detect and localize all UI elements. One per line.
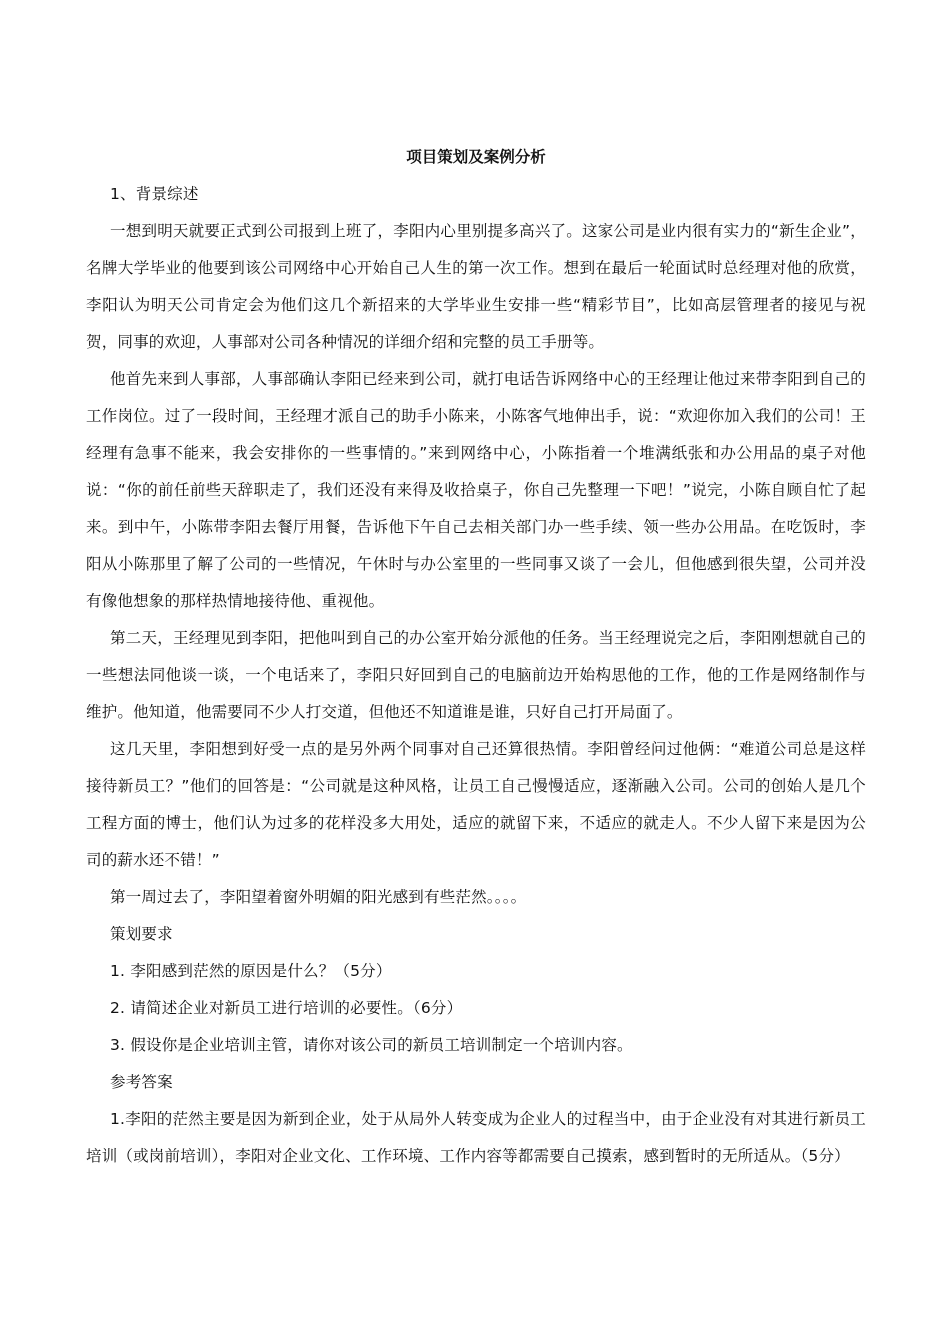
document-body [86, 140, 866, 1175]
section-heading-background: 1、背景综述 [110, 185, 199, 203]
paragraph-second-day: 第二天，王经理见到李阳，把他叫到自己的办公室开始分派他的任务。当王经理说完之后，李阳刚想就自己的一些想法同他谈一谈，一个电话来了，李阳只好回到自己的电脑前边开始构思他的工作，他的工作是网络制作与维护。他知道，他需要同不少人打交道，但他还不知道谁是谁，只好自己打开局面了。 [86, 629, 866, 721]
answer-1: 1.李阳的茫然主要是因为新到企业，处于从局外人转变成为企业人的过程当中，由于企业没有对其进行新员工培训（或岗前培训），李阳对企业文化、工作环境、工作内容等都需要自己摸索，感到暂时的无所适从。（5分） [86, 1110, 866, 1165]
paragraph-colleagues: 这几天里，李阳想到好受一点的是另外两个同事对自己还算很热情。李阳曾经问过他俩：“难道公司总是这样接待新员工？”他们的回答是：“公司就是这种风格，让员工自己慢慢适应，逐渐融入公司。公司的创始人是几个工程方面的博士，他们认为过多的花样没多大用处，适应的就留下来，不适应的就走人。不少人留下来是因为公司的薪水还不错！” [86, 740, 866, 869]
document-title: 项目策划及案例分析 [406, 148, 546, 166]
section-heading-answers: 参考答案 [110, 1073, 173, 1091]
question-2: 2. 请简述企业对新员工进行培训的必要性。（6分） [110, 999, 463, 1017]
paragraph-first-day: 他首先来到人事部，人事部确认李阳已经来到公司，就打电话告诉网络中心的王经理让他过来带李阳到自己的工作岗位。过了一段时间，王经理才派自己的助手小陈来，小陈客气地伸出手，说：“欢迎你加入我们的公司！王经理有急事不能来，我会安排你的一些事情的。”来到网络中心，小陈指着一个堆满纸张和办公用品的桌子对他说：“你的前任前些天辞职走了，我们还没有来得及收拾桌子，你自己先整理一下吧！”说完，小陈自顾自忙了起来。到中午，小陈带李阳去餐厅用餐，告诉他下午自己去相关部门办一些手续、领一些办公用品。在吃饭时，李阳从小陈那里了解了公司的一些情况，午休时与办公室里的一些同事又谈了一会儿，但他感到很失望，公司并没有像他想象的那样热情地接待他、重视他。 [86, 370, 866, 610]
paragraph-first-week: 第一周过去了，李阳望着窗外明媚的阳光感到有些茫然。。。。 [110, 888, 527, 906]
paragraph-intro: 一想到明天就要正式到公司报到上班了，李阳内心里别提多高兴了。这家公司是业内很有实力的“新生企业”，名牌大学毕业的他要到该公司网络中心开始自己人生的第一次工作。想到在最后一轮面试时总经理对他的欣赏，李阳认为明天公司肯定会为他们这几个新招来的大学毕业生安排一些“精彩节目”，比如高层管理者的接见与祝贺，同事的欢迎，人事部对公司各种情况的详细介绍和完整的员工手册等。 [86, 222, 866, 351]
question-1: 1. 李阳感到茫然的原因是什么？（5分） [110, 962, 392, 980]
question-3: 3. 假设你是企业培训主管，请你对该公司的新员工培训制定一个培训内容。 [110, 1036, 633, 1054]
section-heading-requirements: 策划要求 [110, 925, 173, 943]
